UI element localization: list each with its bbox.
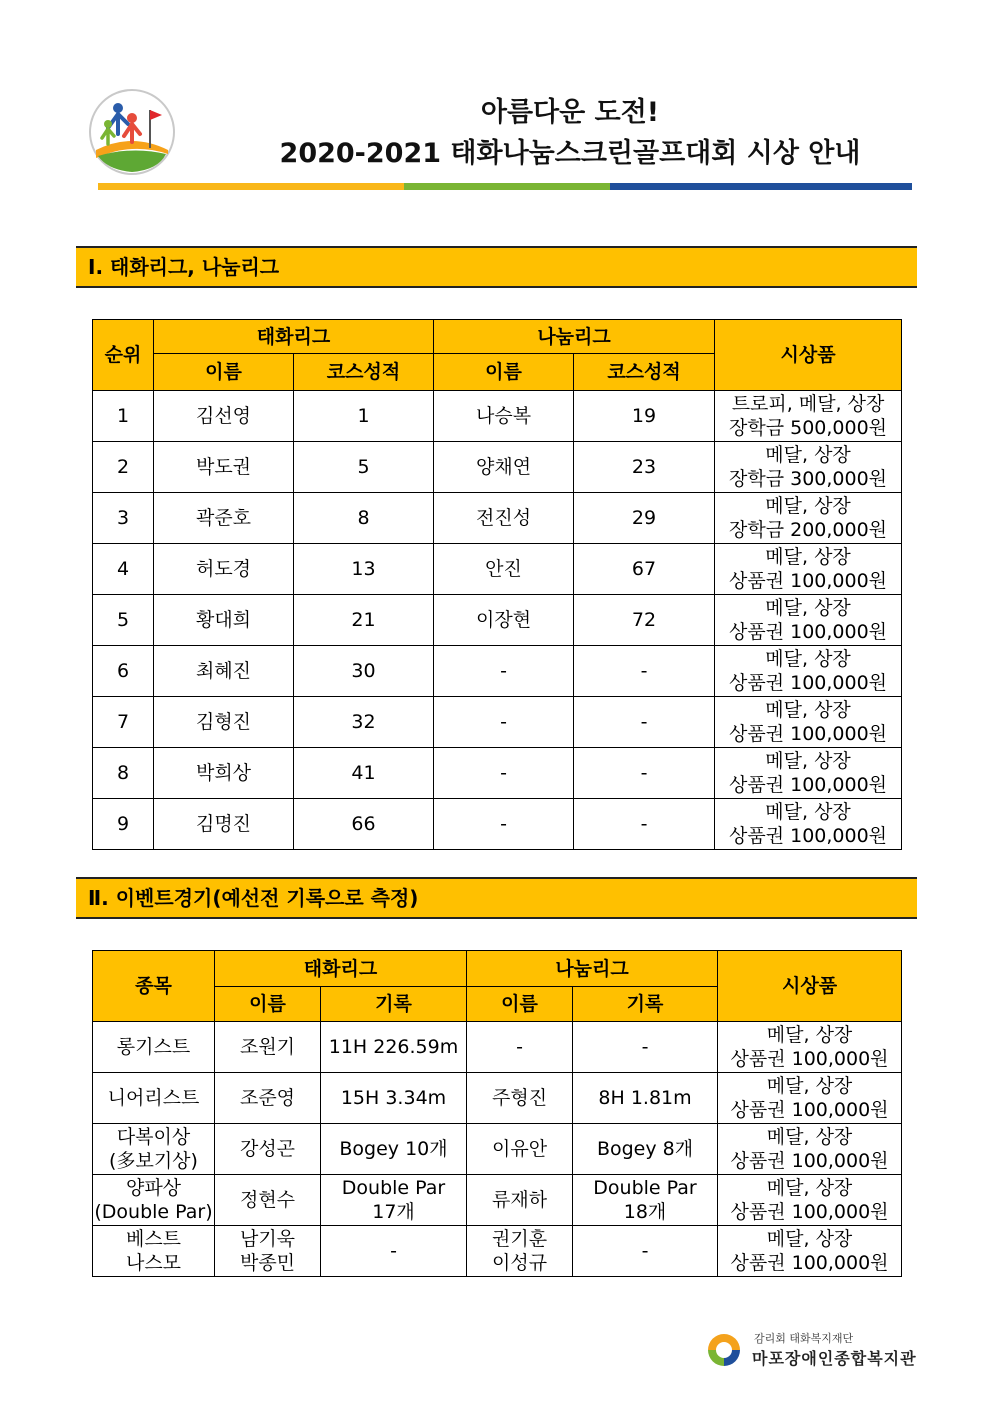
taehwa-name-cell (154, 748, 294, 799)
prize-cell-text: 상품권 100,000원 (730, 1150, 889, 1172)
nanum-name-cell (434, 544, 574, 595)
prize-cell (718, 1124, 902, 1175)
taehwa-record-cell (321, 1175, 467, 1226)
rank-cell-text: 6 (116, 660, 130, 682)
taehwa-score-cell (294, 646, 434, 697)
prize-cell-text: 메달, 상장 (765, 750, 851, 772)
taehwa-record-cell-text: Bogey 10개 (339, 1138, 448, 1160)
prize-cell-text: 상품권 100,000원 (730, 1099, 889, 1121)
header-prize: 시상품 (718, 951, 902, 1022)
taehwa-name-cell-text: 박도권 (195, 456, 252, 478)
nanum-name-cell-text: - (516, 1036, 523, 1058)
taehwa-name-cell-text: 곽준호 (195, 507, 252, 529)
event-cell-text: 니어리스트 (107, 1087, 200, 1109)
nanum-name-cell-text: 권기훈 (491, 1228, 548, 1250)
rank-cell-text: 1 (116, 405, 130, 427)
prize-cell-text: 메달, 상장 (765, 699, 851, 721)
taehwa-score-cell-text: 41 (351, 762, 376, 784)
nanum-name-cell (434, 442, 574, 493)
nanum-name-cell-text: 나승복 (475, 405, 532, 427)
nanum-record-cell (573, 1226, 718, 1277)
org-center-name: 마포장애인종합복지관 (752, 1349, 917, 1368)
prize-cell-text: 상품권 100,000원 (729, 774, 888, 796)
taehwa-name-cell-text: 김형진 (195, 711, 252, 733)
taehwa-score-cell-text: 13 (351, 558, 376, 580)
event-cell (93, 1022, 215, 1073)
prize-cell (718, 1175, 902, 1226)
rank-cell-text: 3 (116, 507, 130, 529)
table-row (93, 1226, 902, 1277)
nanum-name-cell-text: 이유안 (491, 1138, 548, 1160)
nanum-record-cell (573, 1175, 718, 1226)
table-row (93, 1124, 902, 1175)
nanum-name-cell-text: - (500, 660, 507, 682)
prize-cell (718, 1073, 902, 1124)
prize-cell-text: 상품권 100,000원 (729, 825, 888, 847)
taehwa-score-cell-text: 5 (357, 456, 370, 478)
nanum-score-cell (574, 799, 715, 850)
rank-cell-text: 8 (116, 762, 130, 784)
nanum-record-cell-text: Bogey 8개 (596, 1138, 694, 1160)
nanum-name-cell-text: 이장현 (475, 609, 532, 631)
prize-cell (718, 1226, 902, 1277)
taehwa-score-cell (294, 748, 434, 799)
nanum-name-cell-text: 이성규 (491, 1252, 548, 1274)
org-foundation-name: 감리회 태화복지재단 (754, 1332, 854, 1345)
prize-cell-text: 상품권 100,000원 (729, 672, 888, 694)
prize-cell (715, 748, 902, 799)
nanum-record-cell-text: Double Par (593, 1177, 697, 1199)
taehwa-score-cell-text: 21 (351, 609, 376, 631)
event-cell-text: 롱기스트 (116, 1036, 191, 1058)
nanum-name-cell-text: - (500, 711, 507, 733)
nanum-score-cell (574, 493, 715, 544)
nanum-record-cell-text: - (641, 1036, 649, 1058)
prize-cell (715, 646, 902, 697)
taehwa-name-cell (215, 1073, 321, 1124)
divider-yellow-segment (98, 183, 404, 190)
prize-cell-text: 상품권 100,000원 (730, 1201, 889, 1223)
golf-emblem-logo (88, 88, 176, 176)
subheader-name: 이름 (467, 987, 573, 1022)
taehwa-name-cell-text: 최혜진 (195, 660, 252, 682)
table-row (93, 595, 902, 646)
nanum-score-cell-text: 67 (631, 558, 657, 580)
table-row (93, 1022, 902, 1073)
prize-cell-text: 트로피, 메달, 상장 (731, 393, 885, 415)
header-taehwa-league: 태화리그 (215, 951, 467, 987)
event-cell (93, 1226, 215, 1277)
rank-cell (93, 595, 154, 646)
nanum-name-cell (467, 1175, 573, 1226)
rank-cell (93, 748, 154, 799)
taehwa-name-cell-text: 정현수 (239, 1189, 296, 1211)
prize-cell-text: 메달, 상장 (765, 546, 851, 568)
nanum-name-cell (467, 1073, 573, 1124)
table-row (93, 748, 902, 799)
nanum-name-cell-text: 안진 (485, 558, 522, 580)
nanum-score-cell-text: 19 (631, 405, 657, 427)
nanum-score-cell-text: 72 (631, 609, 657, 631)
league-results-table (92, 319, 902, 850)
header-rank: 순위 (93, 320, 154, 391)
event-table-body (93, 1022, 902, 1277)
taehwa-name-cell-text: 허도경 (195, 558, 252, 580)
nanum-record-cell (573, 1022, 718, 1073)
subheader-score: 코스성적 (294, 354, 434, 391)
nanum-record-cell (573, 1124, 718, 1175)
taehwa-name-cell (154, 799, 294, 850)
prize-cell-text: 장학금 200,000원 (729, 519, 888, 541)
subheader-name: 이름 (154, 354, 294, 391)
taehwa-score-cell (294, 493, 434, 544)
taehwa-score-cell (294, 442, 434, 493)
rank-cell (93, 646, 154, 697)
taehwa-score-cell (294, 595, 434, 646)
taehwa-name-cell (215, 1226, 321, 1277)
footer-org-logo (706, 1330, 926, 1370)
nanum-name-cell (434, 646, 574, 697)
page-title-line2: 2020-2021 태화나눔스크린골프대회 시상 안내 (279, 138, 861, 169)
event-cell-text: 양파상 (125, 1177, 182, 1199)
subheader-record: 기록 (321, 987, 467, 1022)
taehwa-name-cell (154, 391, 294, 442)
taehwa-record-cell-text: Double Par (341, 1177, 446, 1199)
prize-cell-text: 메달, 상장 (765, 648, 851, 670)
nanum-score-cell-text: 29 (631, 507, 657, 529)
taehwa-score-cell (294, 697, 434, 748)
prize-cell-text: 상품권 100,000원 (729, 570, 888, 592)
rank-cell-text: 5 (116, 609, 130, 631)
nanum-score-cell-text: - (640, 762, 648, 784)
taehwa-name-cell-text: 조원기 (239, 1036, 296, 1058)
rank-cell (93, 391, 154, 442)
prize-cell-text: 메달, 상장 (765, 444, 851, 466)
rank-cell (93, 493, 154, 544)
taehwa-score-cell-text: 30 (351, 660, 376, 682)
rank-cell (93, 697, 154, 748)
prize-cell (715, 799, 902, 850)
taehwa-score-cell (294, 544, 434, 595)
prize-cell (715, 493, 902, 544)
header-event: 종목 (93, 951, 215, 1022)
nanum-name-cell-text: - (500, 813, 507, 835)
nanum-name-cell (434, 697, 574, 748)
table-row (93, 1073, 902, 1124)
event-cell (93, 1175, 215, 1226)
nanum-name-cell (434, 799, 574, 850)
prize-cell-text: 장학금 500,000원 (729, 417, 888, 439)
nanum-record-cell-text: 8H 1.81m (598, 1087, 692, 1109)
table-row (93, 646, 902, 697)
prize-cell (715, 442, 902, 493)
event-cell-text: 다복이상 (116, 1126, 191, 1148)
taehwa-record-cell-text: 15H 3.34m (340, 1087, 447, 1109)
taehwa-record-cell (321, 1022, 467, 1073)
divider-blue-segment (610, 183, 912, 190)
prize-cell (715, 595, 902, 646)
rank-cell-text: 2 (116, 456, 130, 478)
nanum-name-cell (434, 391, 574, 442)
taehwa-name-cell-text: 강성곤 (239, 1138, 296, 1160)
table-header-row (93, 951, 902, 987)
taehwa-record-cell-text: 11H 226.59m (328, 1036, 459, 1058)
table-row (93, 544, 902, 595)
nanum-score-cell (574, 391, 715, 442)
nanum-name-cell-text: 전진성 (475, 507, 532, 529)
nanum-record-cell-text: 18개 (623, 1201, 667, 1223)
event-cell-text: 나스모 (125, 1252, 182, 1274)
event-cell (93, 1073, 215, 1124)
table-row (93, 391, 902, 442)
header-taehwa-league: 태화리그 (154, 320, 434, 354)
nanum-record-cell (573, 1073, 718, 1124)
nanum-name-cell-text: - (500, 762, 507, 784)
nanum-record-cell-text: - (641, 1240, 649, 1262)
prize-cell-text: 장학금 300,000원 (729, 468, 888, 490)
header-prize: 시상품 (715, 320, 902, 391)
prize-cell (718, 1022, 902, 1073)
header-nanum-league: 나눔리그 (434, 320, 715, 354)
taehwa-record-cell (321, 1226, 467, 1277)
taehwa-record-cell (321, 1124, 467, 1175)
rank-cell (93, 442, 154, 493)
header-nanum-league: 나눔리그 (467, 951, 718, 987)
rank-cell (93, 544, 154, 595)
taehwa-name-cell-text: 김선영 (195, 405, 252, 427)
subheader-record: 기록 (573, 987, 718, 1022)
event-cell-text: 베스트 (125, 1228, 182, 1250)
prize-cell (715, 697, 902, 748)
org-symbol-icon (706, 1332, 742, 1368)
section2-heading: Ⅱ. 이벤트경기(예선전 기록으로 측정) (76, 877, 917, 919)
subheader-name: 이름 (215, 987, 321, 1022)
taehwa-score-cell-text: 1 (357, 405, 370, 427)
nanum-name-cell-text: 류재하 (491, 1189, 548, 1211)
prize-cell-text: 메달, 상장 (765, 597, 851, 619)
prize-cell-text: 메달, 상장 (766, 1228, 853, 1250)
taehwa-name-cell (154, 646, 294, 697)
prize-cell-text: 메달, 상장 (765, 801, 851, 823)
nanum-name-cell (467, 1022, 573, 1073)
table-row (93, 799, 902, 850)
event-results-table (92, 950, 902, 1277)
prize-cell-text: 메달, 상장 (766, 1075, 853, 1097)
prize-cell-text: 상품권 100,000원 (730, 1048, 889, 1070)
prize-cell-text: 메달, 상장 (766, 1126, 853, 1148)
nanum-name-cell (434, 748, 574, 799)
nanum-name-cell (434, 595, 574, 646)
table-row (93, 1175, 902, 1226)
taehwa-name-cell (154, 493, 294, 544)
title-divider (98, 183, 912, 190)
taehwa-name-cell-text: 박종민 (239, 1252, 296, 1274)
taehwa-name-cell (215, 1022, 321, 1073)
nanum-score-cell (574, 442, 715, 493)
taehwa-record-cell-text: 17개 (372, 1201, 415, 1223)
taehwa-name-cell-text: 박희상 (195, 762, 252, 784)
taehwa-score-cell-text: 32 (351, 711, 376, 733)
table-row (93, 442, 902, 493)
taehwa-name-cell-text: 황대희 (195, 609, 252, 631)
table-row (93, 493, 902, 544)
nanum-score-cell (574, 595, 715, 646)
taehwa-record-cell-text: - (390, 1240, 397, 1262)
rank-cell-text: 7 (116, 711, 130, 733)
taehwa-score-cell-text: 66 (351, 813, 376, 835)
event-cell-text: (多보기상) (109, 1150, 198, 1172)
prize-cell-text: 메달, 상장 (766, 1024, 853, 1046)
page-title-line1: 아름다운 도전! (480, 97, 660, 128)
table-header-row (93, 320, 902, 354)
taehwa-name-cell (154, 595, 294, 646)
nanum-name-cell (434, 493, 574, 544)
subheader-name: 이름 (434, 354, 574, 391)
nanum-score-cell-text: - (640, 711, 648, 733)
nanum-score-cell-text: 23 (631, 456, 657, 478)
nanum-score-cell (574, 646, 715, 697)
taehwa-score-cell (294, 391, 434, 442)
rank-cell-text: 4 (116, 558, 130, 580)
taehwa-name-cell (154, 544, 294, 595)
section1-heading: Ⅰ. 태화리그, 나눔리그 (76, 246, 917, 288)
prize-cell-text: 상품권 100,000원 (729, 723, 888, 745)
taehwa-name-cell (215, 1124, 321, 1175)
taehwa-score-cell (294, 799, 434, 850)
taehwa-record-cell (321, 1073, 467, 1124)
prize-cell-text: 메달, 상장 (766, 1177, 853, 1199)
taehwa-name-cell (215, 1175, 321, 1226)
prize-cell-text: 상품권 100,000원 (729, 621, 888, 643)
nanum-score-cell (574, 544, 715, 595)
subheader-score: 코스성적 (574, 354, 715, 391)
taehwa-name-cell (154, 697, 294, 748)
taehwa-name-cell-text: 김명진 (195, 813, 252, 835)
prize-cell-text: 상품권 100,000원 (730, 1252, 889, 1274)
nanum-score-cell (574, 748, 715, 799)
taehwa-score-cell-text: 8 (357, 507, 370, 529)
event-cell-text: (Double Par) (94, 1201, 213, 1223)
table-row (93, 697, 902, 748)
prize-cell (715, 391, 902, 442)
divider-green-segment (404, 183, 610, 190)
league-table-body (93, 391, 902, 850)
prize-cell (715, 544, 902, 595)
nanum-score-cell (574, 697, 715, 748)
event-cell (93, 1124, 215, 1175)
taehwa-name-cell (154, 442, 294, 493)
nanum-name-cell-text: 주형진 (491, 1087, 548, 1109)
rank-cell (93, 799, 154, 850)
nanum-name-cell (467, 1226, 573, 1277)
prize-cell-text: 메달, 상장 (765, 495, 851, 517)
taehwa-name-cell-text: 남기욱 (239, 1228, 296, 1250)
nanum-name-cell (467, 1124, 573, 1175)
rank-cell-text: 9 (116, 813, 130, 835)
nanum-score-cell-text: - (640, 813, 648, 835)
nanum-name-cell-text: 양채연 (475, 456, 532, 478)
nanum-score-cell-text: - (640, 660, 648, 682)
taehwa-name-cell-text: 조준영 (239, 1087, 296, 1109)
